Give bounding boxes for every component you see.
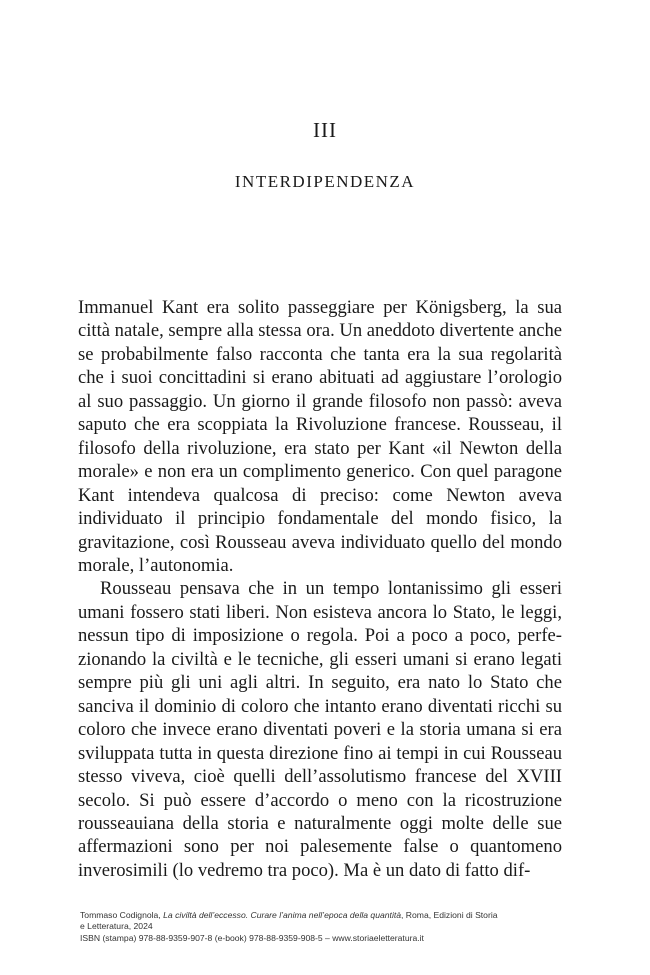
paragraph-1: Immanuel Kant era solito passeggiare per Königsberg, la sua città natale, sempre alla stessa ora. Un aneddoto divertente anche se probabilmente falso racconta che tanta era la sua regolarità che i suoi concittadini si erano abituati ad aggiustare l’orologio al suo passaggio. Un giorno il grande filosofo non passò: aveva saputo che era scoppiata la Rivoluzione francese. Rousseau, il filosofo della rivoluzione, era stato per Kant «il Newton della morale» e non era un complimento generico. Con quel paragone Kant intendeva qualcosa di preciso: come Newton aveva individuato il principio fondamentale del mondo fisico, la gravitazione, così Rousseau aveva individuato quello del mondo morale, l’autonomia. [78,297,562,576]
footer-publisher: , Roma, Edizioni di Storia [401,910,498,920]
body-text [78,296,562,882]
footer-publisher-line: e Letteratura, 2024 [80,921,153,932]
page-footer [80,910,580,944]
footer-isbn: ISBN (stampa) 978-88-9359-907-8 (e-book) 978-88-9359-908-5 – www.storiaeletteratura.it [80,932,424,943]
paragraph-2: Rousseau pensava che in un tempo lontanissimo gli esseri umani fossero stati liberi. Non esisteva ancora lo Stato, le leggi, nessun tipo di imposizione o regola. Poi a poco a poco, perfezionando la civiltà e le tecniche, gli esseri umani si erano legati sempre più gli uni agli altri. In seguito, era nato lo Stato che sanciva il dominio di coloro che intanto erano diventati ricchi su coloro che invece erano diventati poveri e la storia umana si era sviluppata tutta in questa direzione fino ai tempi in cui Rousseau stesso viveva, cioè quelli dell’assolutismo francese del XVIII secolo. Si può essere d’accordo o meno con la ricostruzione rousseauiana della storia e naturalmente oggi molte delle sue affermazioni sono per noi palesemente false o quantomeno inverosimili (lo vedremo tra poco). Ma è un dato di fatto dif- [78,578,562,881]
footer-book-title: La civiltà dell’eccesso. Curare l’anima nell’epoca della quantità [163,910,402,920]
footer-author: Tommaso Codignola, [80,910,161,920]
chapter-title: INTERDIPENDENZA [234,172,416,191]
footer-citation-line [80,910,580,921]
chapter-number: III [313,118,337,142]
